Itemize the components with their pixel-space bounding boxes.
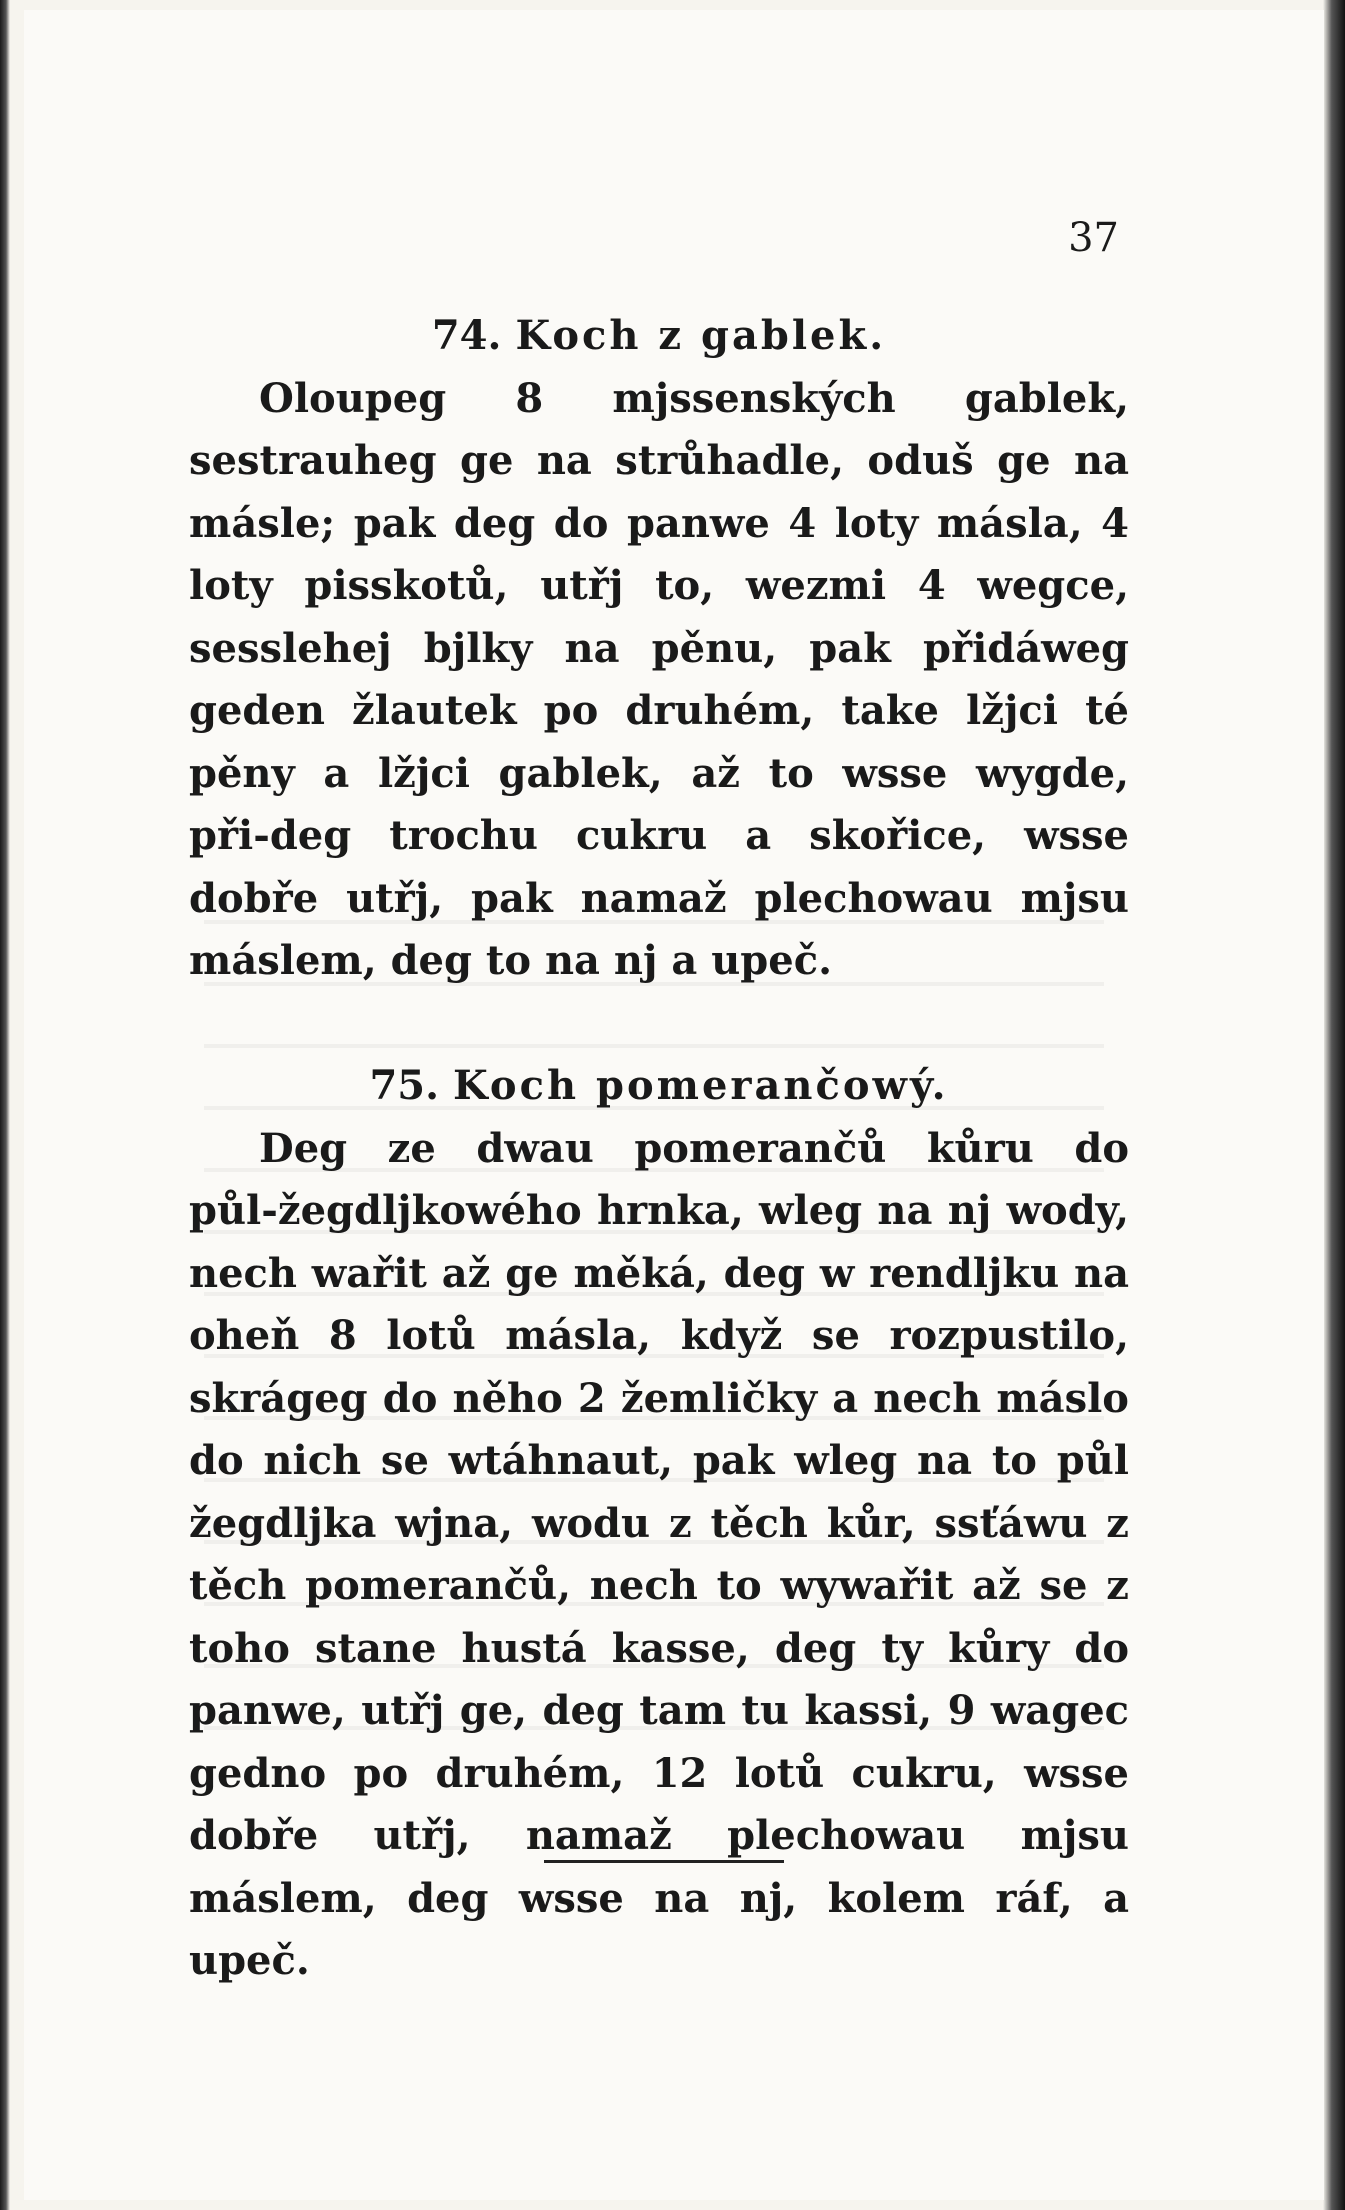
section-gap xyxy=(189,993,1129,1056)
recipe-body: Oloupeg 8 mjssenských gablek, sestrauheg ge na strůhadle, oduš ge na másle; pak deg do panwe 4 loty másla, 4 loty pisskotů, utřj to, wezmi 4 wegce, sesslehej bjlky na pěnu, pak přidáweg geden žlautek po druhém, take lžjci té pěny a lžjci gablek, až to wsse wygde, při‑deg trochu cukru a skořice, wsse dobře utřj, pak namaž plechowau mjsu máslem, deg to na nj a upeč. xyxy=(189,374,1129,984)
closing-rule xyxy=(544,1860,784,1863)
page-edge-shadow xyxy=(1323,0,1345,2210)
recipe-number: 74. xyxy=(431,312,502,359)
page-number: 37 xyxy=(1068,215,1119,261)
book-page xyxy=(24,10,1324,2200)
recipe-title: Koch pomerančowý. xyxy=(453,1062,949,1109)
recipe-body: Deg ze dwau pomerančů kůru do půl‑žegdljkowého hrnka, wleg na nj wody, nech wařit až ge měká, deg w rendljku na oheň 8 lotů másla, když se rozpustilo, skrágeg do něho 2 žemličky a nech máslo do nich se wtáhnaut, pak wleg na to půl žegdljka wjna, wodu z těch kůr, ssťáwu z těch pomerančů, nech to wywařit až se z toho stane hustá kasse, deg ty kůry do panwe, utřj ge, deg tam tu kassi, 9 wagec gedno po druhém, 12 lotů cukru, wsse dobře utřj, namaž plechowau mjsu máslem, deg wsse na nj, kolem ráf, a upeč. xyxy=(189,1124,1129,1984)
text-block xyxy=(189,305,1129,1993)
recipe-number: 75. xyxy=(369,1062,440,1109)
binding-shadow xyxy=(0,0,10,2210)
recipe-heading xyxy=(189,1055,1129,1118)
recipe-title: Koch z gablek. xyxy=(515,312,887,359)
recipe-heading xyxy=(189,305,1129,368)
